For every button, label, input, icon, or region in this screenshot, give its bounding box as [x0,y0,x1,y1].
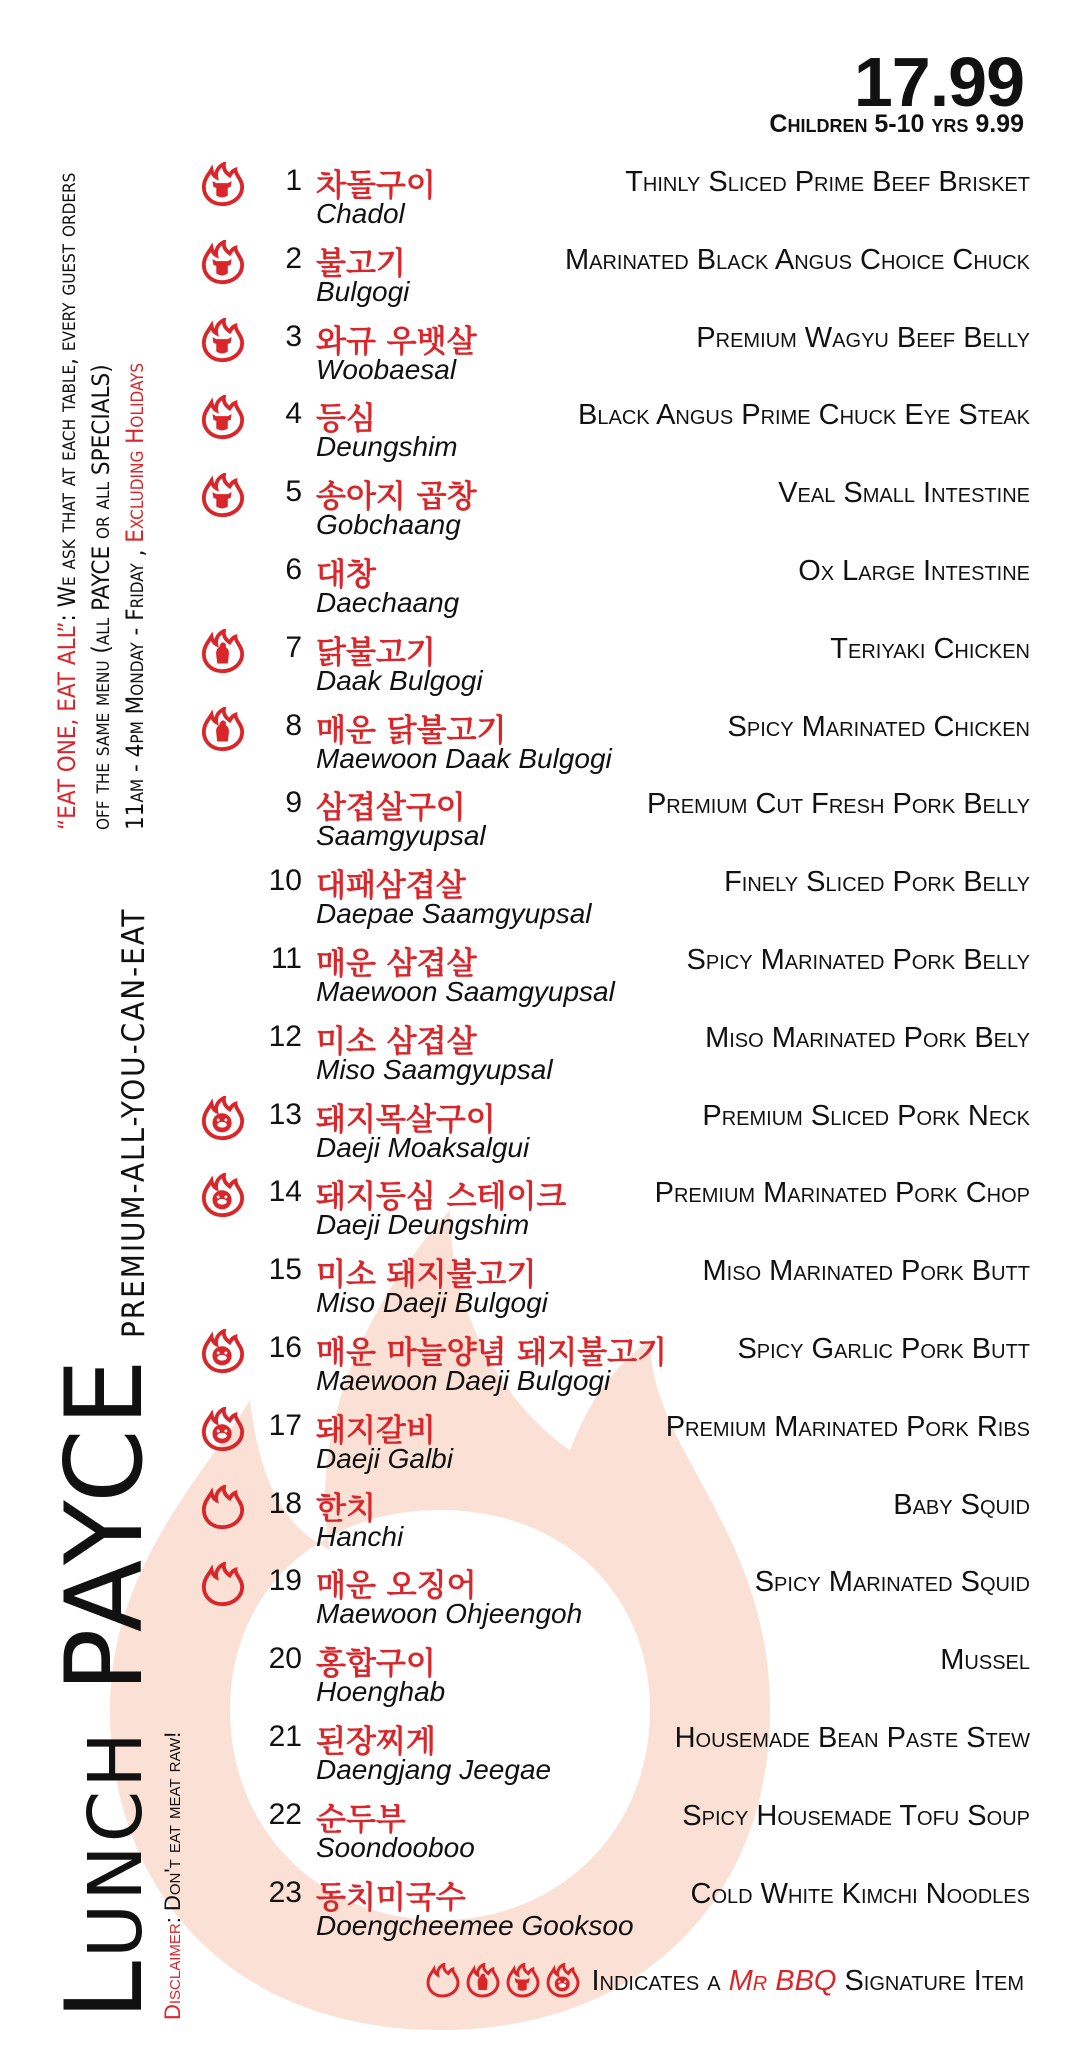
menu-item [200,1016,1030,1094]
item-romanized-name: Chadol [316,198,405,229]
policy-line-1-text: : We ask that at each table, every guest orders [53,172,81,622]
menu-item [200,393,1030,471]
item-description: Housemade Bean Paste Stew [674,1721,1030,1754]
policy-headline: “EAT ONE, EAT ALL” [53,621,81,830]
item-number: 18 [268,1486,302,1520]
item-romanized-name: Daeji Deungshim [316,1209,530,1241]
item-korean-name: 매운 마늘양념 돼지불고기 [316,1334,667,1371]
item-number: 21 [268,1719,302,1753]
item-korean-name: 순두부 [316,1801,406,1838]
item-romanized-name: Daeji Moaksalgui [316,1131,530,1163]
menu-item [200,1638,1030,1716]
legend-pre: Indicates a [591,1964,721,1997]
legend-post: Signature Item [844,1964,1024,1997]
menu-item [200,1560,1030,1638]
policy-line-3 [118,173,152,830]
item-korean-name: 돼지목살구이 [316,1101,496,1138]
item-number: 20 [268,1642,302,1676]
policy-hours: 11am - 4pm Monday - Friday , [121,549,149,830]
flame-icon [200,1562,246,1608]
chicken-icon [200,707,246,753]
item-romanized-name: Hanchi [316,1520,404,1552]
item-number: 9 [285,786,302,820]
menu-item [200,627,1030,705]
menu-item [200,1249,1030,1327]
item-description: Mussel [940,1644,1030,1677]
menu-item [200,1094,1030,1172]
item-number: 7 [285,630,302,664]
menu-item [200,1405,1030,1483]
menu-item [200,938,1030,1016]
item-description: Premium Marinated Pork Ribs [665,1410,1030,1443]
flame-icon [200,1485,246,1531]
item-number: 10 [268,864,302,898]
item-romanized-name: Soondooboo [316,1831,475,1863]
item-romanized-name: Miso Daeji Bulgogi [316,1287,548,1319]
policy-holidays: Excluding Holidays [121,362,149,543]
menu-list [200,160,1030,1949]
item-number: 1 [285,164,302,197]
item-description: Baby Squid [893,1488,1030,1521]
item-description: Miso Marinated Pork Butt [702,1255,1030,1288]
item-korean-name: 미소 돼지불고기 [316,1257,537,1294]
item-korean-name: 미소 삼겹살 [316,1023,477,1060]
item-romanized-name: Daeji Galbi [316,1442,453,1474]
brand-block [43,907,166,2020]
menu-item [200,1872,1030,1950]
menu-item [200,160,1030,238]
item-korean-name: 등심 [316,401,376,438]
item-korean-name: 돼지갈비 [316,1412,436,1449]
item-korean-name: 불고기 [316,245,406,282]
item-romanized-name: Daepae Saamgyupsal [316,898,592,930]
item-korean-name: 홍합구이 [316,1646,436,1683]
menu-item [200,238,1030,316]
cow-icon [200,162,246,208]
item-description: Black Angus Prime Chuck Eye Steak [578,399,1030,432]
item-number: 15 [268,1253,302,1287]
item-korean-name: 닭불고기 [316,634,436,671]
item-description: Premium Cut Fresh Pork Belly [646,788,1030,821]
cow-icon [200,395,246,441]
flame-icon [425,1963,461,1999]
cow-icon [505,1963,541,1999]
item-korean-name: 삼겹살구이 [316,790,466,827]
item-romanized-name: Miso Saamgyupsal [316,1053,553,1085]
chicken-icon [200,629,246,675]
item-korean-name: 매운 닭불고기 [316,712,507,749]
item-romanized-name: Daengjang Jeegae [316,1753,552,1785]
item-number: 6 [285,552,302,586]
side-panel [10,40,185,2020]
item-romanized-name: Bulgogi [316,275,410,307]
item-description: Ox Large Intestine [798,554,1030,587]
item-romanized-name: Maewoon Daeji Bulgogi [316,1364,611,1396]
policy-notice [50,173,152,830]
menu-item [200,471,1030,549]
item-description: Thinly Sliced Prime Beef Brisket [625,166,1030,198]
item-romanized-name: Hoenghab [316,1676,446,1708]
item-number: 17 [268,1408,302,1442]
item-number: 8 [285,708,302,742]
cow-icon [200,240,246,286]
menu-item [200,1794,1030,1872]
menu-item [200,1327,1030,1405]
item-korean-name: 송아지 곱창 [316,479,477,516]
item-korean-name: 대패삼겹살 [316,868,466,905]
item-number: 3 [285,319,302,353]
pig-icon [200,1096,246,1142]
pig-icon [200,1329,246,1375]
lunch-price: 17.99 [853,43,1024,121]
item-korean-name: 매운 오징어 [316,1568,477,1605]
item-description: Spicy Housemade Tofu Soup [682,1799,1030,1832]
item-description: Spicy Marinated Chicken [727,710,1030,743]
item-description: Spicy Marinated Pork Belly [686,943,1030,976]
brand-subtitle: PREMIUM-ALL-YOU-CAN-EAT [116,907,152,1339]
item-romanized-name: Saamgyupsal [316,820,486,852]
policy-line-2: off the same menu (all PAYCE or all SPECIALS) [87,364,115,830]
item-number: 16 [268,1330,302,1364]
menu-item [200,316,1030,394]
menu-item [200,1171,1030,1249]
item-korean-name: 대창 [316,556,376,593]
item-description: Premium Wagyu Beef Belly [696,321,1030,354]
item-description: Marinated Black Angus Choice Chuck [564,243,1030,276]
item-romanized-name: Daak Bulgogi [316,664,483,696]
item-number: 23 [268,1875,302,1909]
item-korean-name: 된장찌게 [316,1723,436,1760]
chicken-icon [465,1963,501,1999]
policy-line-1 [50,173,84,830]
signature-legend [425,1963,1024,1999]
item-korean-name: 매운 삼겹살 [316,945,477,982]
item-korean-name: 와규 우뱃살 [316,323,477,360]
item-description: Teriyaki Chicken [830,632,1030,665]
item-romanized-name: Gobchaang [316,509,461,541]
item-description: Cold White Kimchi Noodles [690,1877,1030,1910]
pig-icon [545,1963,581,1999]
cow-icon [200,473,246,519]
legend-icons [425,1963,585,1999]
menu-item [200,705,1030,783]
brand-title: Lunch PAYCE [43,1356,166,2020]
item-description: Miso Marinated Pork Bely [705,1021,1030,1054]
pig-icon [200,1407,246,1453]
item-romanized-name: Woobaesal [316,353,457,385]
item-romanized-name: Maewoon Saamgyupsal [316,975,615,1007]
cow-icon [200,318,246,364]
menu-item [200,782,1030,860]
item-korean-name: 동치미국수 [316,1879,466,1916]
item-number: 12 [268,1019,302,1053]
menu-item [200,860,1030,938]
item-korean-name: 차돌구이 [316,168,436,204]
item-number: 22 [268,1797,302,1831]
item-romanized-name: Maewoon Daak Bulgogi [316,742,612,774]
disclaimer-label: Disclaimer [160,1923,185,2020]
item-description: Spicy Marinated Squid [754,1566,1030,1599]
item-description: Premium Sliced Pork Neck [702,1099,1030,1132]
item-number: 11 [270,941,302,975]
item-number: 2 [285,241,302,275]
menu-item [200,1716,1030,1794]
item-romanized-name: Deungshim [316,431,458,463]
item-number: 5 [285,475,302,509]
item-korean-name: 돼지등심 스테이크 [316,1179,567,1216]
item-description: Spicy Garlic Pork Butt [737,1332,1030,1365]
item-korean-name: 한치 [316,1490,376,1527]
item-number: 14 [268,1175,302,1209]
item-description: Premium Marinated Pork Chop [654,1177,1030,1210]
menu-item [200,549,1030,627]
item-description: Finely Sliced Pork Belly [724,866,1030,899]
children-price: Children 5-10 yrs 9.99 [769,110,1024,138]
item-romanized-name: Maewoon Ohjeengoh [316,1598,583,1630]
menu-item [200,1483,1030,1561]
item-number: 19 [268,1564,302,1598]
item-description: Veal Small Intestine [778,477,1030,510]
disclaimer-text: : Don't eat meat raw! [160,1731,185,1924]
item-romanized-name: Doengcheemee Gooksoo [316,1909,634,1941]
pig-icon [200,1173,246,1219]
disclaimer [160,1732,186,2020]
item-number: 13 [268,1097,302,1131]
legend-brand: Mr BBQ [728,1964,837,1997]
item-romanized-name: Daechaang [316,586,460,618]
item-number: 4 [285,397,302,431]
